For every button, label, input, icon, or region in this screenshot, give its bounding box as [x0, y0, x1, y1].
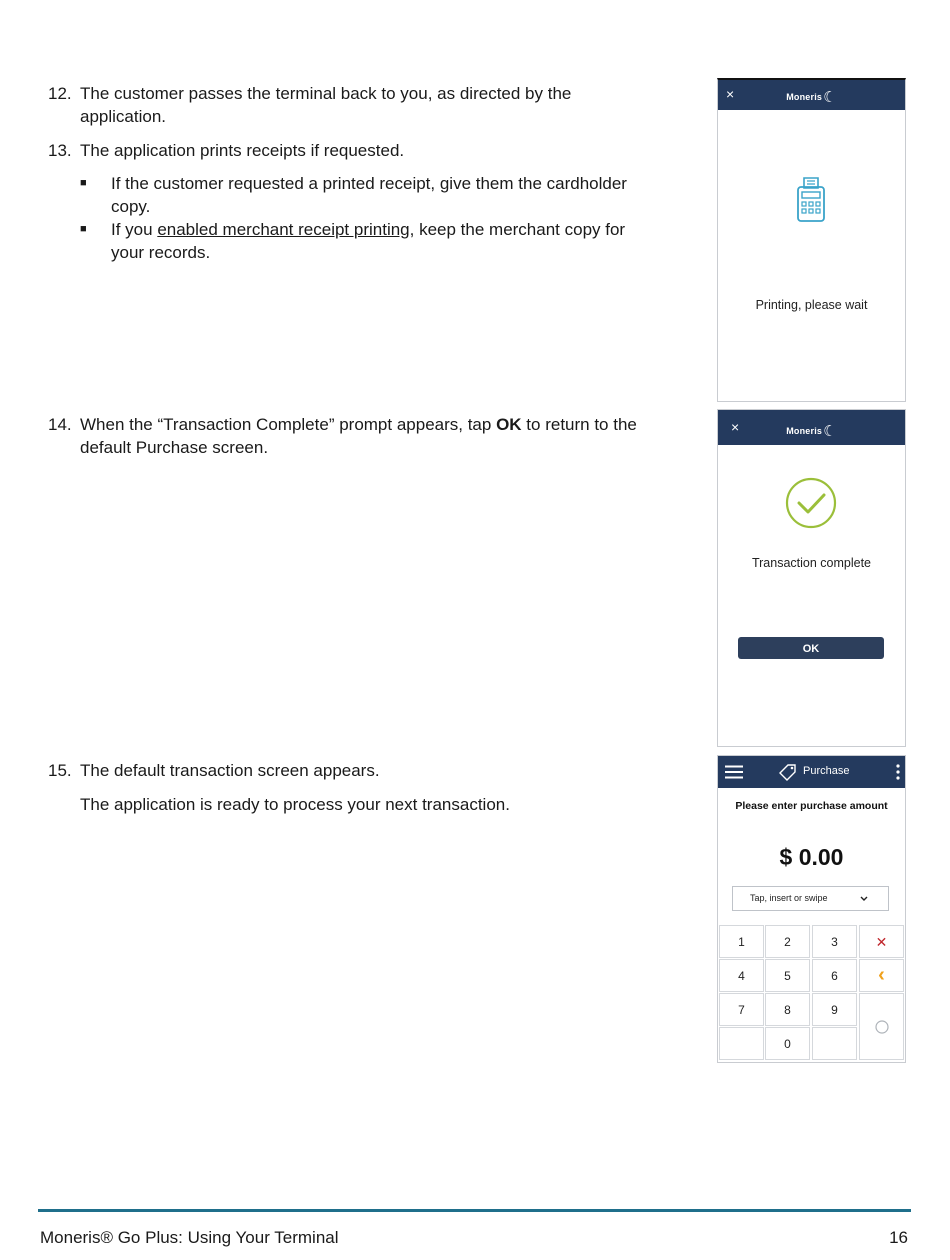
screen-header	[718, 80, 905, 110]
close-icon[interactable]: ×	[726, 86, 735, 102]
ok-button[interactable]: OK	[738, 637, 884, 659]
step-text: The application prints receipts if requested.	[80, 141, 405, 160]
step-number: 14.	[48, 415, 72, 434]
logo-swirl-icon: ☾	[823, 89, 837, 106]
key-blank-left	[719, 1027, 764, 1060]
bullet-marker: ■	[80, 223, 87, 235]
receipt-printer-icon	[795, 177, 827, 223]
key-2[interactable]: 2	[765, 925, 810, 958]
bullet-text: If the customer requested a printed receipt, give them the cardholder copy.	[111, 174, 627, 216]
merchant-receipt-link[interactable]: enabled merchant receipt printing	[157, 220, 410, 239]
entry-mode-select[interactable]	[732, 886, 889, 911]
purchase-screen	[717, 755, 906, 1063]
hamburger-menu-icon[interactable]	[725, 765, 743, 779]
step-text-post: to return to the default Purchase screen.	[80, 415, 637, 457]
bullet-marker: ■	[80, 177, 87, 189]
chevron-down-icon	[860, 896, 868, 902]
key-7[interactable]: 7	[719, 993, 764, 1026]
printing-screen	[717, 78, 906, 402]
backspace-key-icon[interactable]: ‹	[859, 959, 904, 992]
entry-mode-value: Tap, insert or swipe	[750, 893, 828, 903]
logo-swirl-icon: ☾	[823, 423, 837, 440]
step-14	[48, 413, 658, 459]
bullet-text-post: , keep the merchant copy for your records.	[111, 220, 626, 262]
printing-message: Printing, please wait	[755, 298, 868, 312]
step-text: The customer passes the terminal back to you, as directed by the application.	[80, 84, 572, 126]
step-number: 15.	[48, 761, 72, 780]
logo-text: Moneris	[786, 92, 823, 102]
key-1[interactable]: 1	[719, 925, 764, 958]
ok-keyword: OK	[496, 415, 522, 434]
key-4[interactable]: 4	[719, 959, 764, 992]
screen-header	[718, 410, 905, 445]
key-0[interactable]: 0	[765, 1027, 810, 1060]
key-5[interactable]: 5	[765, 959, 810, 992]
step-13	[48, 139, 658, 162]
amount-display: $ 0.00	[779, 844, 844, 870]
key-blank-right	[812, 1027, 857, 1060]
transaction-complete-screen	[717, 409, 906, 747]
moneris-logo	[718, 88, 905, 106]
transaction-complete-message: Transaction complete	[751, 556, 872, 570]
step-text-pre: When the “Transaction Complete” prompt appears, tap	[80, 415, 497, 434]
more-options-icon[interactable]	[896, 764, 900, 780]
step-15	[48, 759, 658, 816]
enter-key[interactable]	[859, 993, 904, 1060]
checkmark-icon	[785, 477, 837, 529]
bullet-merchant-copy	[80, 218, 660, 264]
step-text: The default transaction screen appears.	[80, 761, 380, 780]
close-icon[interactable]: ×	[731, 419, 740, 435]
step-number: 12.	[48, 84, 72, 103]
page-number: 16	[889, 1228, 908, 1247]
key-8[interactable]: 8	[765, 993, 810, 1026]
key-3[interactable]: 3	[812, 925, 857, 958]
bullet-text-pre: If you	[111, 220, 158, 239]
price-tag-icon	[778, 763, 798, 781]
step-text	[80, 413, 658, 459]
footer-divider	[38, 1209, 911, 1212]
moneris-logo	[718, 422, 905, 440]
enter-circle-icon	[875, 1020, 889, 1034]
bullet-text	[111, 218, 660, 264]
footer-title: Moneris® Go Plus: Using Your Terminal	[40, 1228, 339, 1247]
step-subtext: The application is ready to process your next transaction.	[80, 795, 510, 814]
key-9[interactable]: 9	[812, 993, 857, 1026]
cancel-key-icon[interactable]: ✕	[859, 925, 904, 958]
purchase-header	[718, 756, 905, 788]
logo-text: Moneris	[786, 426, 823, 436]
purchase-title: Purchase	[803, 765, 850, 777]
step-12	[48, 82, 658, 128]
key-6[interactable]: 6	[812, 959, 857, 992]
purchase-prompt: Please enter purchase amount	[735, 800, 888, 812]
step-number: 13.	[48, 141, 72, 160]
bullet-printed-receipt	[80, 172, 660, 218]
